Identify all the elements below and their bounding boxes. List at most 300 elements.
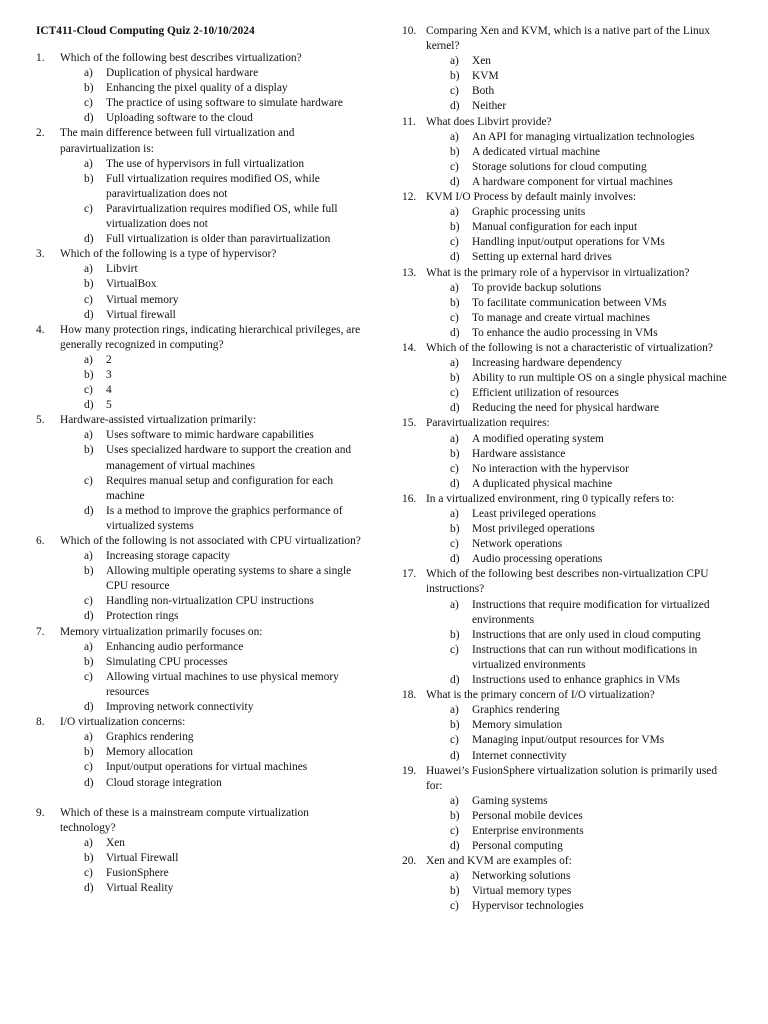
question-text: What is the primary role of a hypervisor in virtualization? [426,266,690,279]
question-item [402,854,732,914]
option-text: Instructions used to enhance graphics in VMs [472,674,680,687]
answer-option [426,733,732,748]
question-number: 1. [36,52,45,64]
option-letter: d) [450,326,460,339]
question-number: 12. [402,191,417,204]
option-list [60,353,362,413]
answer-option [426,356,732,371]
option-text: Virtual memory [106,293,179,306]
question-text: Which of the following is not associated with CPU virtualization? [60,535,361,547]
question-number: 10. [402,25,417,37]
left-question-list [36,51,362,896]
answer-option [426,749,732,764]
question-number: 13. [402,266,417,279]
answer-option [60,232,362,247]
answer-option [60,504,362,534]
question-item [36,806,362,897]
option-letter: b) [450,719,460,732]
option-text: VirtualBox [106,278,157,291]
option-text: Increasing storage capacity [106,550,230,563]
option-text: Both [472,85,495,98]
answer-option [426,432,732,447]
option-list [426,130,732,190]
option-text: Personal mobile devices [472,809,583,822]
option-text: Xen [472,55,491,68]
answer-option [60,760,362,775]
option-text: An API for managing virtualization technologies [472,130,695,143]
option-letter: b) [84,368,94,381]
question-text: Xen and KVM are examples of: [426,855,572,868]
option-letter: b) [450,70,460,83]
option-text: Allowing virtual machines to use physical memory resources [106,670,339,698]
option-letter: c) [84,595,93,608]
option-list [426,869,732,914]
option-letter: d) [84,776,94,789]
option-text: Graphics rendering [106,731,194,744]
option-text: Virtual memory types [472,885,572,898]
option-text: To provide backup solutions [472,281,602,294]
answer-option [60,474,362,504]
option-letter: b) [450,145,460,158]
option-text: No interaction with the hypervisor [472,462,629,475]
question-number: 17. [402,568,417,581]
answer-option [426,250,732,265]
answer-option [426,552,732,567]
left-column [36,24,362,896]
question-text: What does Libvirt provide? [426,115,552,128]
option-letter: c) [84,670,93,683]
question-item [36,715,362,790]
option-text: Full virtualization requires modified OS, while paravirtualization does not [106,172,320,200]
answer-option [426,69,732,84]
answer-option [426,175,732,190]
question-item [36,413,362,534]
option-letter: b) [84,82,94,95]
option-text: Enhancing audio performance [106,640,244,653]
answer-option [60,353,362,368]
option-letter: a) [450,281,459,294]
option-letter: b) [84,444,94,457]
option-list [426,507,732,567]
option-letter: a) [450,508,459,520]
answer-option [426,598,732,628]
option-letter: b) [84,655,94,668]
option-list [60,262,362,322]
question-item [402,567,732,688]
answer-option [426,84,732,99]
answer-option [60,836,362,851]
option-letter: b) [450,628,460,641]
answer-option [426,401,732,416]
option-letter: d) [450,100,460,113]
question-text: Which of the following is not a characteristic of virtualization? [426,341,713,354]
question-number: 14. [402,341,417,354]
question-number: 2. [36,127,45,140]
option-letter: c) [450,85,459,98]
question-text: Comparing Xen and KVM, which is a native part of the Linux kernel? [426,25,711,53]
question-text: Which of the following is a type of hypervisor? [60,248,277,261]
option-text: 5 [106,399,112,412]
option-letter: d) [84,504,94,517]
option-letter: d) [450,674,460,687]
option-text: Handling non-virtualization CPU instructions [106,595,314,608]
option-text: Uses specialized hardware to support the creation and management of virtual machines [106,444,352,472]
option-text: Hardware assistance [472,447,566,460]
answer-option [426,643,732,673]
option-text: Libvirt [106,263,138,276]
answer-option [60,368,362,383]
option-letter: b) [450,372,460,385]
answer-option [426,824,732,839]
option-text: Audio processing operations [472,553,603,566]
option-letter: c) [84,384,93,397]
option-list [426,356,732,416]
answer-option [60,111,362,126]
option-letter: a) [450,432,459,445]
option-text: Networking solutions [472,870,571,883]
option-text: Uses software to mimic hardware capabilities [106,429,314,442]
option-text: Cloud storage integration [106,776,222,789]
option-letter: d) [84,233,94,246]
option-letter: d) [450,251,460,264]
option-text: Most privileged operations [472,523,595,536]
answer-option [426,462,732,477]
option-letter: d) [84,308,94,321]
option-letter: c) [450,160,459,173]
option-text: 4 [106,384,112,397]
answer-option [60,443,362,473]
option-letter: b) [450,809,460,822]
question-text: Which of the following best describes non-virtualization CPU instructions? [426,568,709,596]
option-letter: c) [84,761,93,774]
option-text: Graphic processing units [472,206,586,219]
option-letter: c) [450,824,459,837]
answer-option [426,130,732,145]
option-letter: c) [84,474,93,487]
option-text: The practice of using software to simulate hardware [106,97,343,110]
option-letter: c) [450,734,459,747]
option-letter: b) [450,885,460,898]
answer-option [426,507,732,522]
option-list [60,836,362,896]
answer-option [60,96,362,111]
option-text: To enhance the audio processing in VMs [472,326,658,339]
option-letter: c) [84,202,93,215]
answer-option [426,673,732,688]
option-letter: c) [84,97,93,110]
answer-option [426,281,732,296]
option-list [426,794,732,854]
answer-option [426,54,732,69]
question-text: Memory virtualization primarily focuses on: [60,625,263,638]
answer-option [426,899,732,914]
option-text: Hypervisor technologies [472,900,584,913]
answer-option [426,99,732,114]
answer-option [426,447,732,462]
answer-option [426,794,732,809]
option-letter: b) [84,172,94,185]
answer-option [426,311,732,326]
question-text: What is the primary concern of I/O virtualization? [426,689,655,702]
answer-option [60,609,362,624]
option-text: 2 [106,353,112,366]
answer-option [426,537,732,552]
option-text: Simulating CPU processes [106,655,228,668]
option-letter: a) [84,429,93,442]
answer-option [60,293,362,308]
answer-option [60,157,362,172]
option-text: Memory allocation [106,746,193,759]
answer-option [60,700,362,715]
question-item [402,24,732,115]
answer-option [426,869,732,884]
answer-option [60,594,362,609]
answer-option [426,703,732,718]
option-letter: a) [450,704,459,717]
option-text: Is a method to improve the graphics performance of virtualized systems [106,504,343,532]
answer-option [60,262,362,277]
option-letter: d) [450,175,460,188]
option-letter: a) [450,130,459,143]
question-number: 9. [36,806,45,819]
option-letter: d) [450,840,460,853]
option-letter: a) [84,550,93,563]
option-list [426,703,732,763]
question-text: KVM I/O Process by default mainly involves: [426,191,637,204]
option-letter: d) [450,477,460,490]
question-item [402,341,732,416]
option-text: Ability to run multiple OS on a single physical machine [472,372,727,385]
option-text: Uploading software to the cloud [106,112,253,125]
answer-option [426,809,732,824]
option-letter: a) [84,157,93,170]
answer-option [426,839,732,854]
option-letter: d) [84,882,94,895]
option-letter: c) [450,311,459,324]
option-letter: a) [84,263,93,276]
question-text: The main difference between full virtualization and paravirtualization is: [60,127,295,155]
answer-option [60,851,362,866]
question-item [36,247,362,322]
option-list [426,205,732,265]
option-text: Least privileged operations [472,508,596,520]
option-text: Protection rings [106,610,179,623]
option-text: Manual configuration for each input [472,221,638,234]
option-letter: c) [450,643,459,656]
option-text: KVM [472,70,499,83]
question-spacer [36,791,362,806]
answer-option [426,326,732,341]
option-letter: d) [84,701,94,714]
option-letter: b) [450,296,460,309]
option-text: Xen [106,836,125,849]
option-list [60,157,362,248]
question-number: 8. [36,716,45,729]
option-list [426,598,732,689]
option-letter: a) [84,640,93,653]
option-list [426,54,732,114]
question-item [402,190,732,265]
option-text: A hardware component for virtual machines [472,175,673,188]
answer-option [60,866,362,881]
option-text: Reducing the need for physical hardware [472,402,659,415]
question-text: Paravirtualization requires: [426,417,550,430]
option-letter: a) [84,67,93,80]
option-text: Internet connectivity [472,749,567,762]
answer-option [60,277,362,292]
option-text: Enterprise environments [472,824,584,837]
option-text: Instructions that can run without modifications in virtualized environments [472,643,698,671]
question-number: 19. [402,764,417,777]
option-text: Network operations [472,538,563,551]
question-text: Huawei’s FusionSphere virtualization solution is primarily used for: [426,764,718,792]
answer-option [426,160,732,175]
question-item [402,115,732,190]
question-item [402,492,732,567]
option-text: A duplicated physical machine [472,477,613,490]
question-item [36,534,362,625]
option-text: To facilitate communication between VMs [472,296,667,309]
question-number: 20. [402,855,417,868]
option-letter: a) [450,55,459,68]
question-number: 7. [36,625,45,638]
option-letter: c) [84,866,93,879]
option-text: Virtual Reality [106,882,174,895]
option-list [60,730,362,790]
option-letter: a) [450,206,459,219]
option-text: Virtual firewall [106,308,176,321]
option-list [426,281,732,341]
question-number: 6. [36,535,45,547]
option-text: Neither [472,100,507,113]
answer-option [60,670,362,700]
option-letter: b) [450,523,460,536]
answer-option [426,235,732,250]
question-text: In a virtualized environment, ring 0 typically refers to: [426,492,675,505]
question-text: I/O virtualization concerns: [60,716,186,729]
answer-option [60,655,362,670]
option-letter: a) [450,794,459,807]
option-text: Requires manual setup and configuration for each machine [106,474,334,502]
answer-option [426,628,732,643]
answer-option [426,145,732,160]
question-text: How many protection rings, indicating hierarchical privileges, are generally recognized in computing? [60,323,361,351]
option-letter: a) [84,353,93,366]
option-letter: c) [450,236,459,249]
option-letter: d) [450,402,460,415]
answer-option [60,564,362,594]
answer-option [426,522,732,537]
option-letter: d) [450,749,460,762]
option-text: Enhancing the pixel quality of a display [106,82,288,95]
option-letter: c) [450,900,459,913]
question-number: 18. [402,689,417,702]
option-letter: b) [84,565,94,578]
answer-option [426,205,732,220]
answer-option [60,383,362,398]
option-text: Gaming systems [472,794,548,807]
option-text: Personal computing [472,840,563,853]
option-text: Duplication of physical hardware [106,67,259,80]
answer-option [426,718,732,733]
option-list [60,428,362,534]
option-text: Full virtualization is older than paravirtualization [106,233,331,246]
question-item [36,323,362,414]
answer-option [426,884,732,899]
question-number: 5. [36,414,45,427]
option-text: Instructions that require modification for virtualized environments [472,598,710,626]
answer-option [60,776,362,791]
question-item [36,126,362,247]
question-number: 3. [36,248,45,261]
option-text: Managing input/output resources for VMs [472,734,665,747]
option-list [426,432,732,492]
option-letter: b) [84,278,94,291]
answer-option [426,386,732,401]
question-item [36,51,362,126]
option-letter: a) [450,870,459,883]
question-number: 15. [402,417,417,430]
option-letter: a) [450,357,459,370]
option-letter: c) [450,387,459,400]
option-letter: c) [84,293,93,306]
answer-option [60,428,362,443]
right-column [402,24,732,915]
answer-option [60,308,362,323]
right-question-list [402,24,732,915]
option-text: Instructions that are only used in cloud computing [472,628,701,641]
option-text: Memory simulation [472,719,563,732]
option-letter: c) [450,462,459,475]
answer-option [60,640,362,655]
option-text: Handling input/output operations for VMs [472,236,665,249]
option-text: Improving network connectivity [106,701,254,714]
answer-option [60,745,362,760]
answer-option [60,730,362,745]
option-letter: b) [84,746,94,759]
option-text: 3 [106,368,112,381]
option-text: A dedicated virtual machine [472,145,601,158]
option-text: Graphics rendering [472,704,560,717]
option-letter: a) [450,598,459,611]
option-text: To manage and create virtual machines [472,311,650,324]
option-text: Setting up external hard drives [472,251,612,264]
question-text: Hardware-assisted virtualization primarily: [60,414,257,427]
answer-option [60,81,362,96]
question-number: 16. [402,492,417,505]
option-list [60,549,362,624]
option-letter: d) [84,399,94,412]
option-text: The use of hypervisors in full virtualization [106,157,305,170]
answer-option [60,549,362,564]
quiz-title: ICT411-Cloud Computing Quiz 2-10/10/2024 [36,25,255,37]
question-text: Which of these is a mainstream compute virtualization technology? [60,806,309,834]
option-text: FusionSphere [106,866,169,879]
answer-option [426,477,732,492]
option-letter: d) [84,112,94,125]
option-letter: b) [84,851,94,864]
question-item [402,688,732,763]
option-letter: d) [450,553,460,566]
question-item [402,416,732,491]
answer-option [60,881,362,896]
answer-option [426,371,732,386]
question-item [36,625,362,716]
option-letter: b) [450,447,460,460]
answer-option [60,172,362,202]
question-item [402,764,732,855]
option-text: Input/output operations for virtual machines [106,761,308,774]
